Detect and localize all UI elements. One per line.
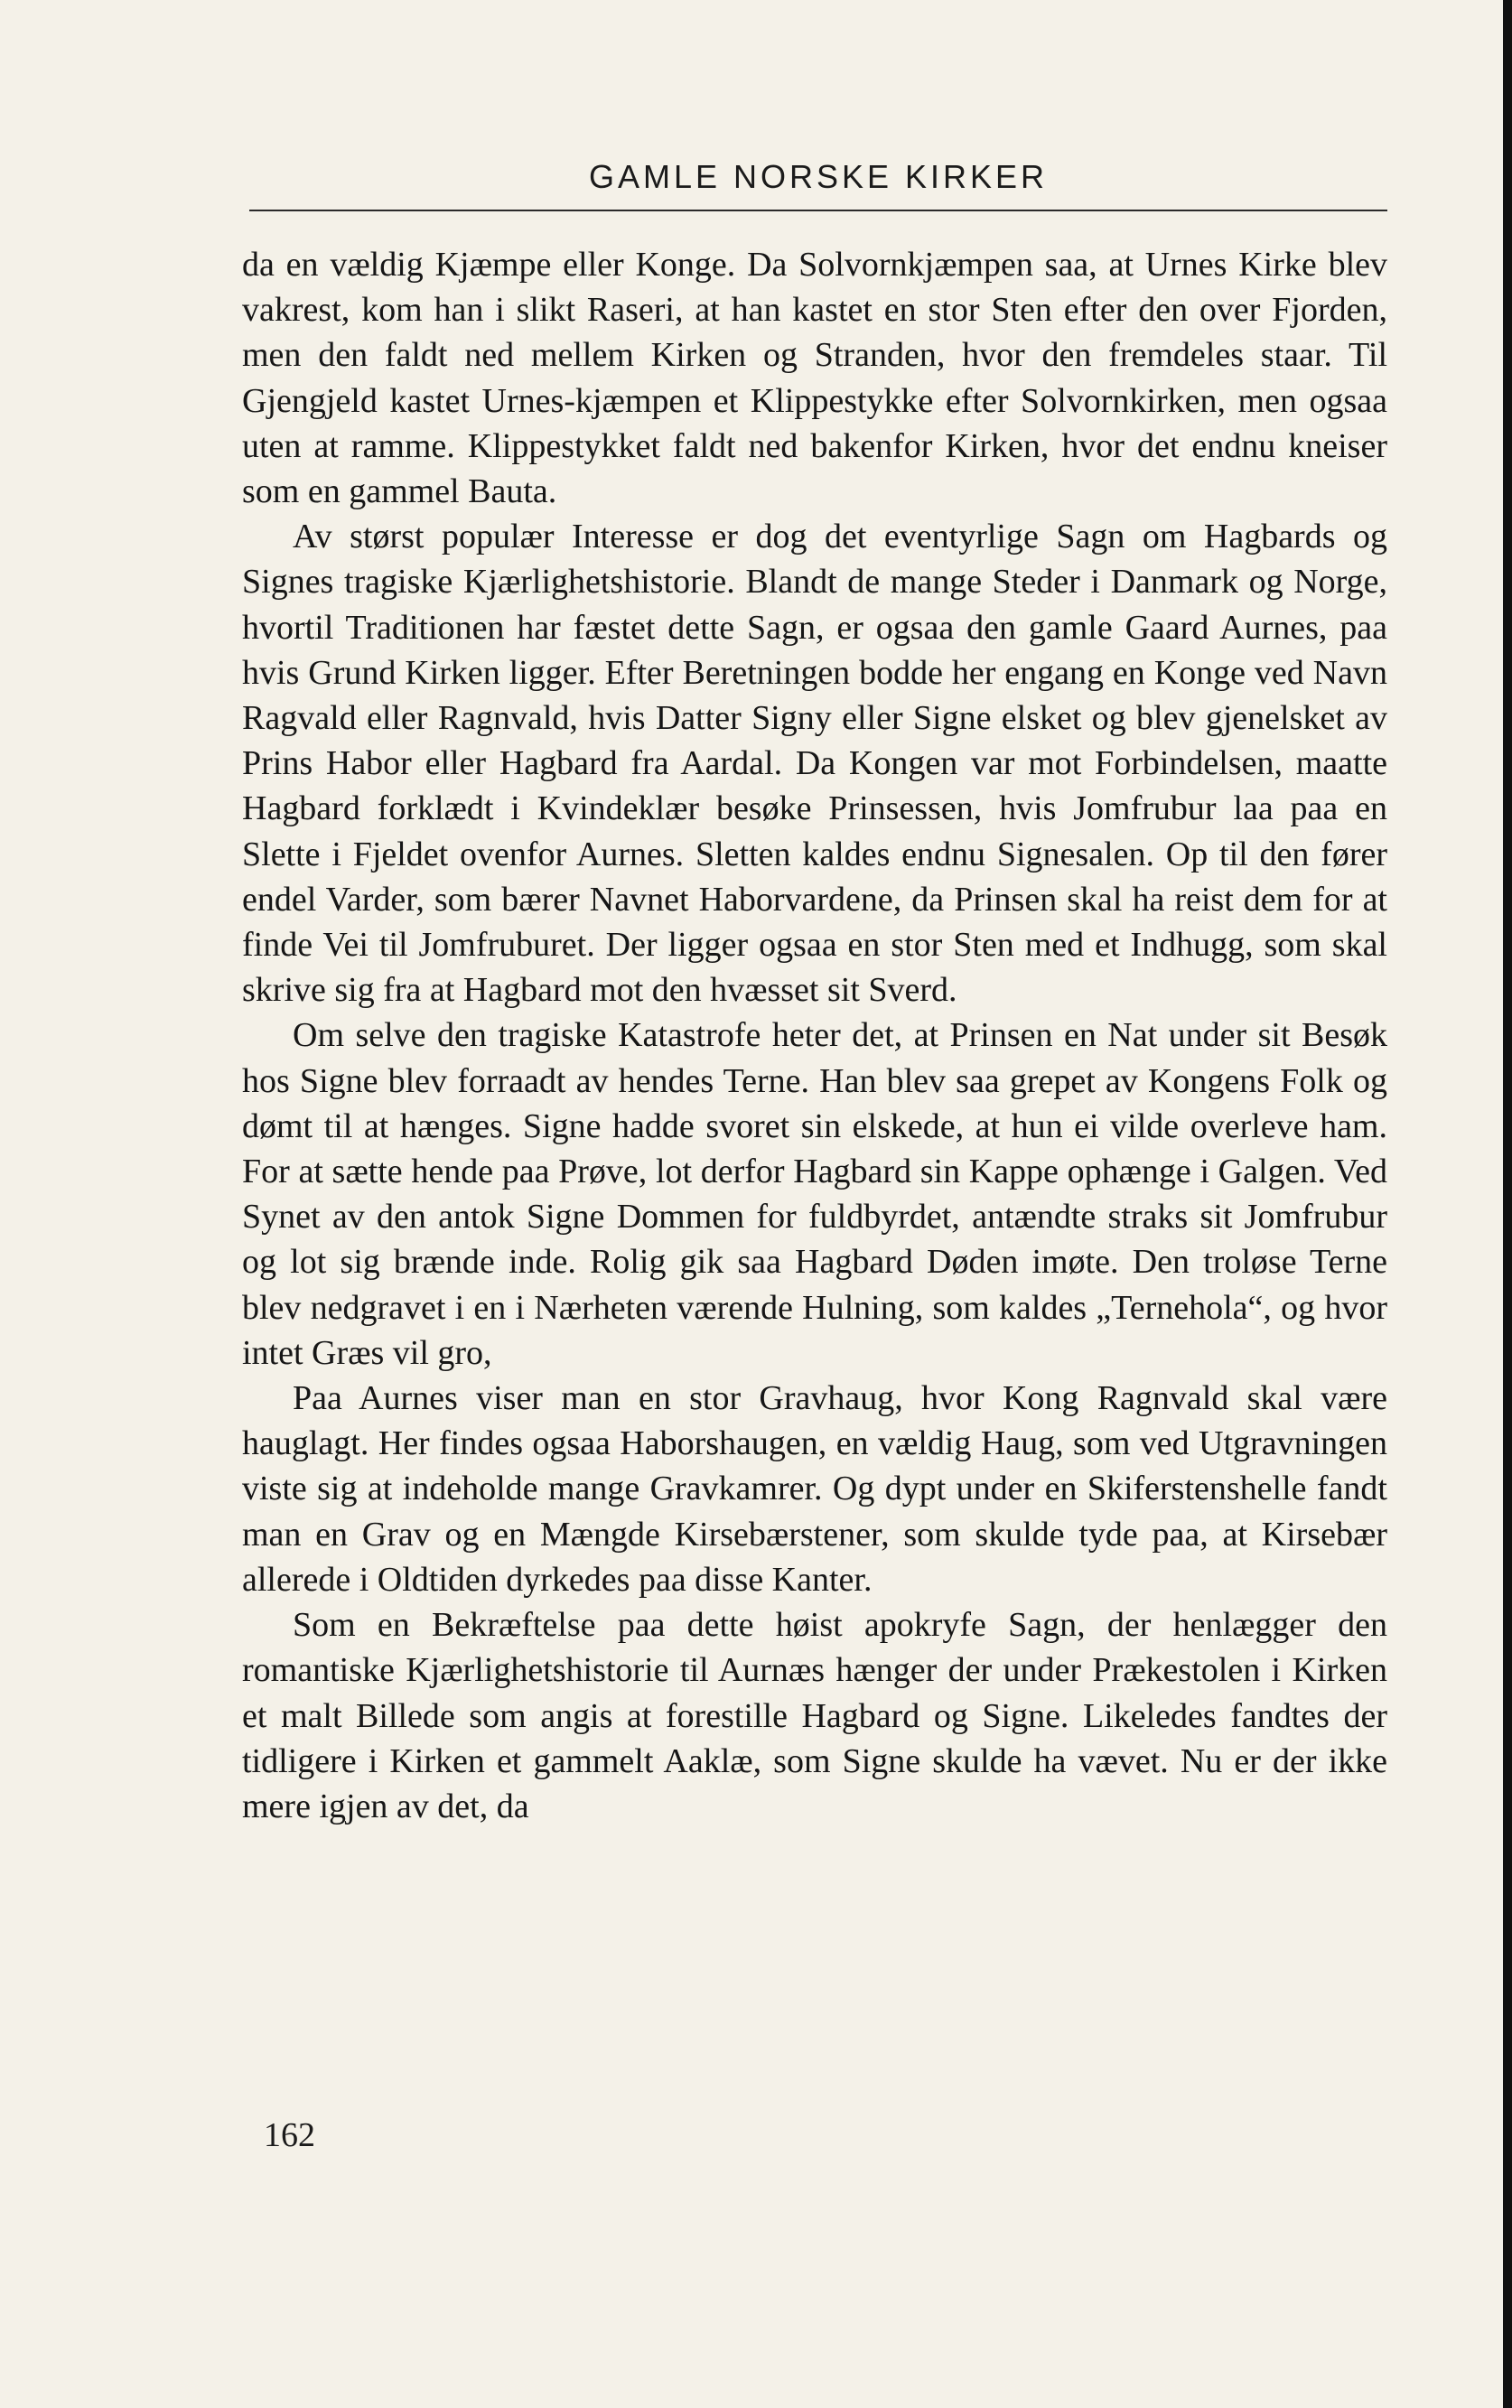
paragraph-1: da en vældig Kjæmpe eller Konge. Da Solvornkjæmpen saa, at Urnes Kirke blev vakrest, kom han i slikt Raseri, at han kastet en stor Sten efter den over Fjorden, men den faldt ned mellem Kirken og Stranden, hvor den fremdeles staar. Til Gjengjeld kastet Urnes-kjæmpen et Klippestykke efter Solvornkirken, men ogsaa uten at ramme. Klippestykket faldt ned bakenfor Kirken, hvor det endnu kneiser som en gammel Bauta. (242, 246, 1387, 511)
body-text (242, 242, 1387, 1829)
page-number: 162 (264, 2116, 315, 2154)
paragraph-2: Av størst populær Interesse er dog det eventyrlige Sagn om Hagbards og Signes tragiske Kjærlighetshistorie. Blandt de mange Steder i Danmark og Norge, hvortil Traditionen har fæstet dette Sagn, er ogsaa den gamle Gaard Aurnes, paa hvis Grund Kirken ligger. Efter Beretningen bodde her engang en Konge ved Navn Ragvald eller Ragnvald, hvis Datter Signy eller Signe elsket og blev gjenelsket av Prins Habor eller Hagbard fra Aardal. Da Kongen var mot Forbindelsen, maatte Hagbard forklædt i Kvindeklær besøke Prinsessen, hvis Jomfrubur laa paa en Slette i Fjeldet ovenfor Aurnes. Sletten kaldes endnu Signesalen. Op til den fører endel Varder, som bærer Navnet Haborvardene, da Prinsen skal ha reist dem for at finde Vei til Jomfruburet. Der ligger ogsaa en stor Sten med et Indhugg, som skal skrive sig fra at Hagbard mot den hvæsset sit Sverd. (242, 518, 1387, 1010)
paragraph-4: Paa Aurnes viser man en stor Gravhaug, hvor Kong Ragnvald skal være hauglagt. Her findes ogsaa Haborshaugen, en vældig Haug, som ved Utgravningen viste sig at indeholde mange Gravkamrer. Og dypt under en Skiferstenshelle fandt man en Grav og en Mængde Kirsebærstener, som skulde tyde paa, at Kirsebær allerede i Oldtiden dyrkedes paa disse Kanter. (242, 1379, 1387, 1599)
paragraph-5: Som en Bekræftelse paa dette høist apokryfe Sagn, der henlægger den romantiske Kjærlighetshistorie til Aurnæs hænger der under Prækestolen i Kirken et malt Billede som angis at forestille Hagbard og Signe. Likeledes fandtes der tidligere i Kirken et gammelt Aaklæ, som Signe skulde ha vævet. Nu er der ikke mere igjen av det, da (242, 1606, 1387, 1825)
running-head: GAMLE NORSKE KIRKER (588, 158, 1049, 195)
header-rule (249, 210, 1387, 211)
paragraph-3: Om selve den tragiske Katastrofe heter det, at Prinsen en Nat under sit Besøk hos Signe blev forraadt av hendes Terne. Han blev saa grepet av Kongens Folk og dømt til at hænges. Signe hadde svoret sin elskede, at hun ei vilde overleve ham. For at sætte hende paa Prøve, lot derfor Hagbard sin Kappe ophænge i Galgen. Ved Synet av den antok Signe Dommen for fuldbyrdet, antændte straks sit Jomfrubur og lot sig brænde inde. Rolig gik saa Hagbard Døden imøte. Den troløse Terne blev nedgravet i en i Nærheten værende Hulning, som kaldes „Ternehola“, og hvor intet Græs vil gro, (242, 1016, 1387, 1372)
